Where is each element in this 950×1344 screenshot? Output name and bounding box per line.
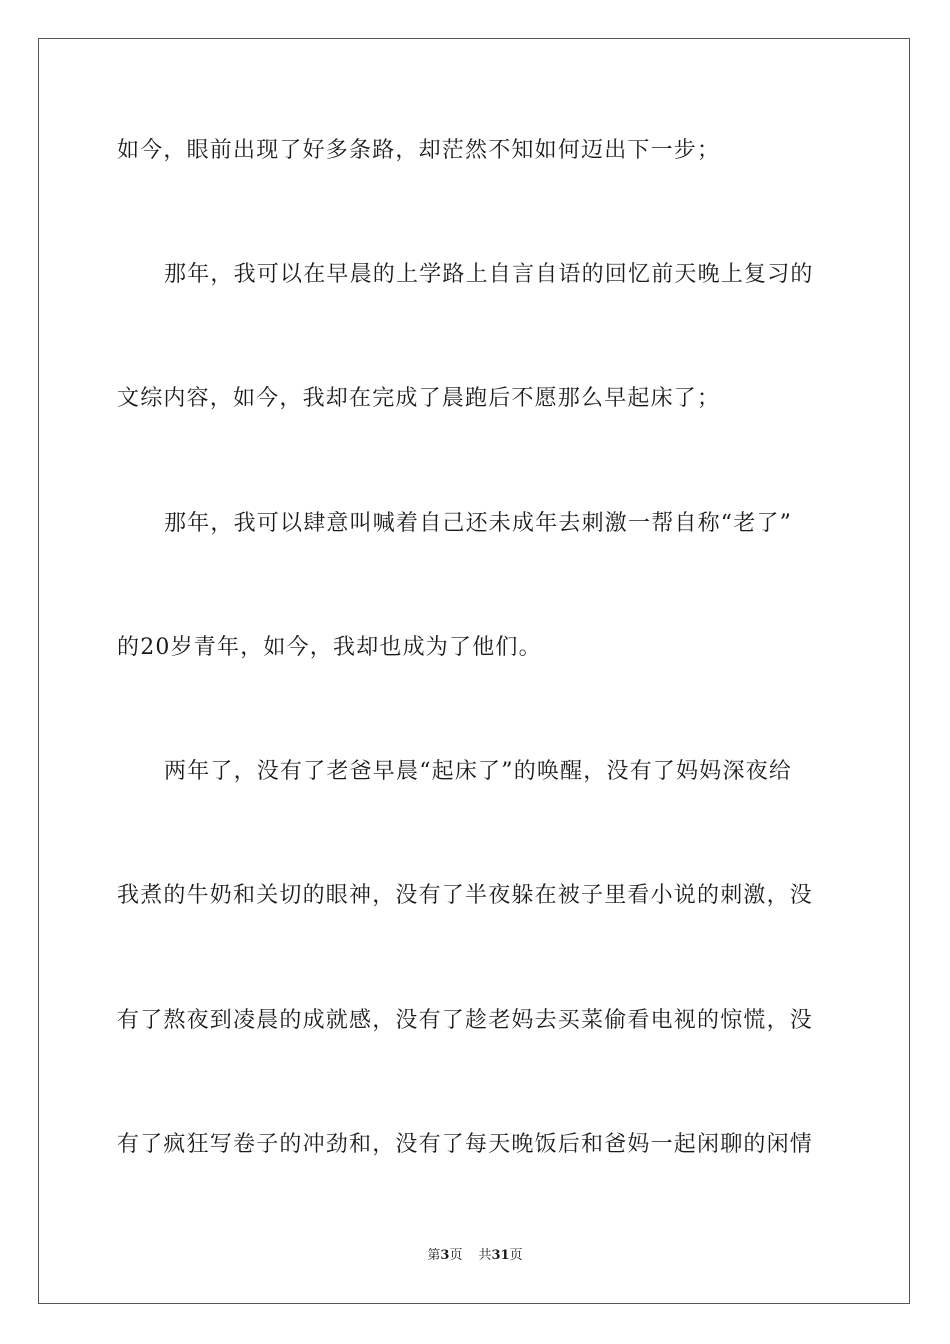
text-line-4: 那年，我可以肆意叫喊着自己还未成年去刺激一帮自称“老了”: [164, 511, 793, 536]
text-line-9: 有了疯狂写卷子的冲劲和，没有了每天晚饭后和爸妈一起闲聊的闲情: [117, 1132, 814, 1157]
page-border: [38, 38, 910, 1304]
page-number: 3: [440, 1248, 450, 1263]
page-prefix: 第: [427, 1248, 441, 1263]
text-line-1: 如今，眼前出现了好多条路，却茫然不知如何迈出下一步；: [117, 138, 721, 163]
total-pages: 31: [491, 1248, 510, 1263]
total-prefix: 共: [478, 1248, 492, 1263]
text-line-6: 两年了，没有了老爸早晨“起床了”的唤醒，没有了妈妈深夜给: [164, 759, 793, 784]
text-line-8: 有了熬夜到凌晨的成就感，没有了趁老妈去买菜偷看电视的惊慌，没: [117, 1008, 814, 1033]
text-line-7: 我煮的牛奶和关切的眼神，没有了半夜躲在被子里看小说的刺激，没: [117, 883, 814, 908]
text-line-2: 那年，我可以在早晨的上学路上自言自语的回忆前天晚上复习的: [164, 262, 814, 287]
page-footer: [0, 1247, 950, 1265]
total-suffix: 页: [509, 1248, 523, 1263]
text-line-3: 文综内容，如今，我却在完成了晨跑后不愿那么早起床了；: [117, 386, 721, 411]
page-suffix: 页: [449, 1248, 463, 1263]
text-line-5: 的20岁青年，如今，我却也成为了他们。: [117, 635, 542, 660]
